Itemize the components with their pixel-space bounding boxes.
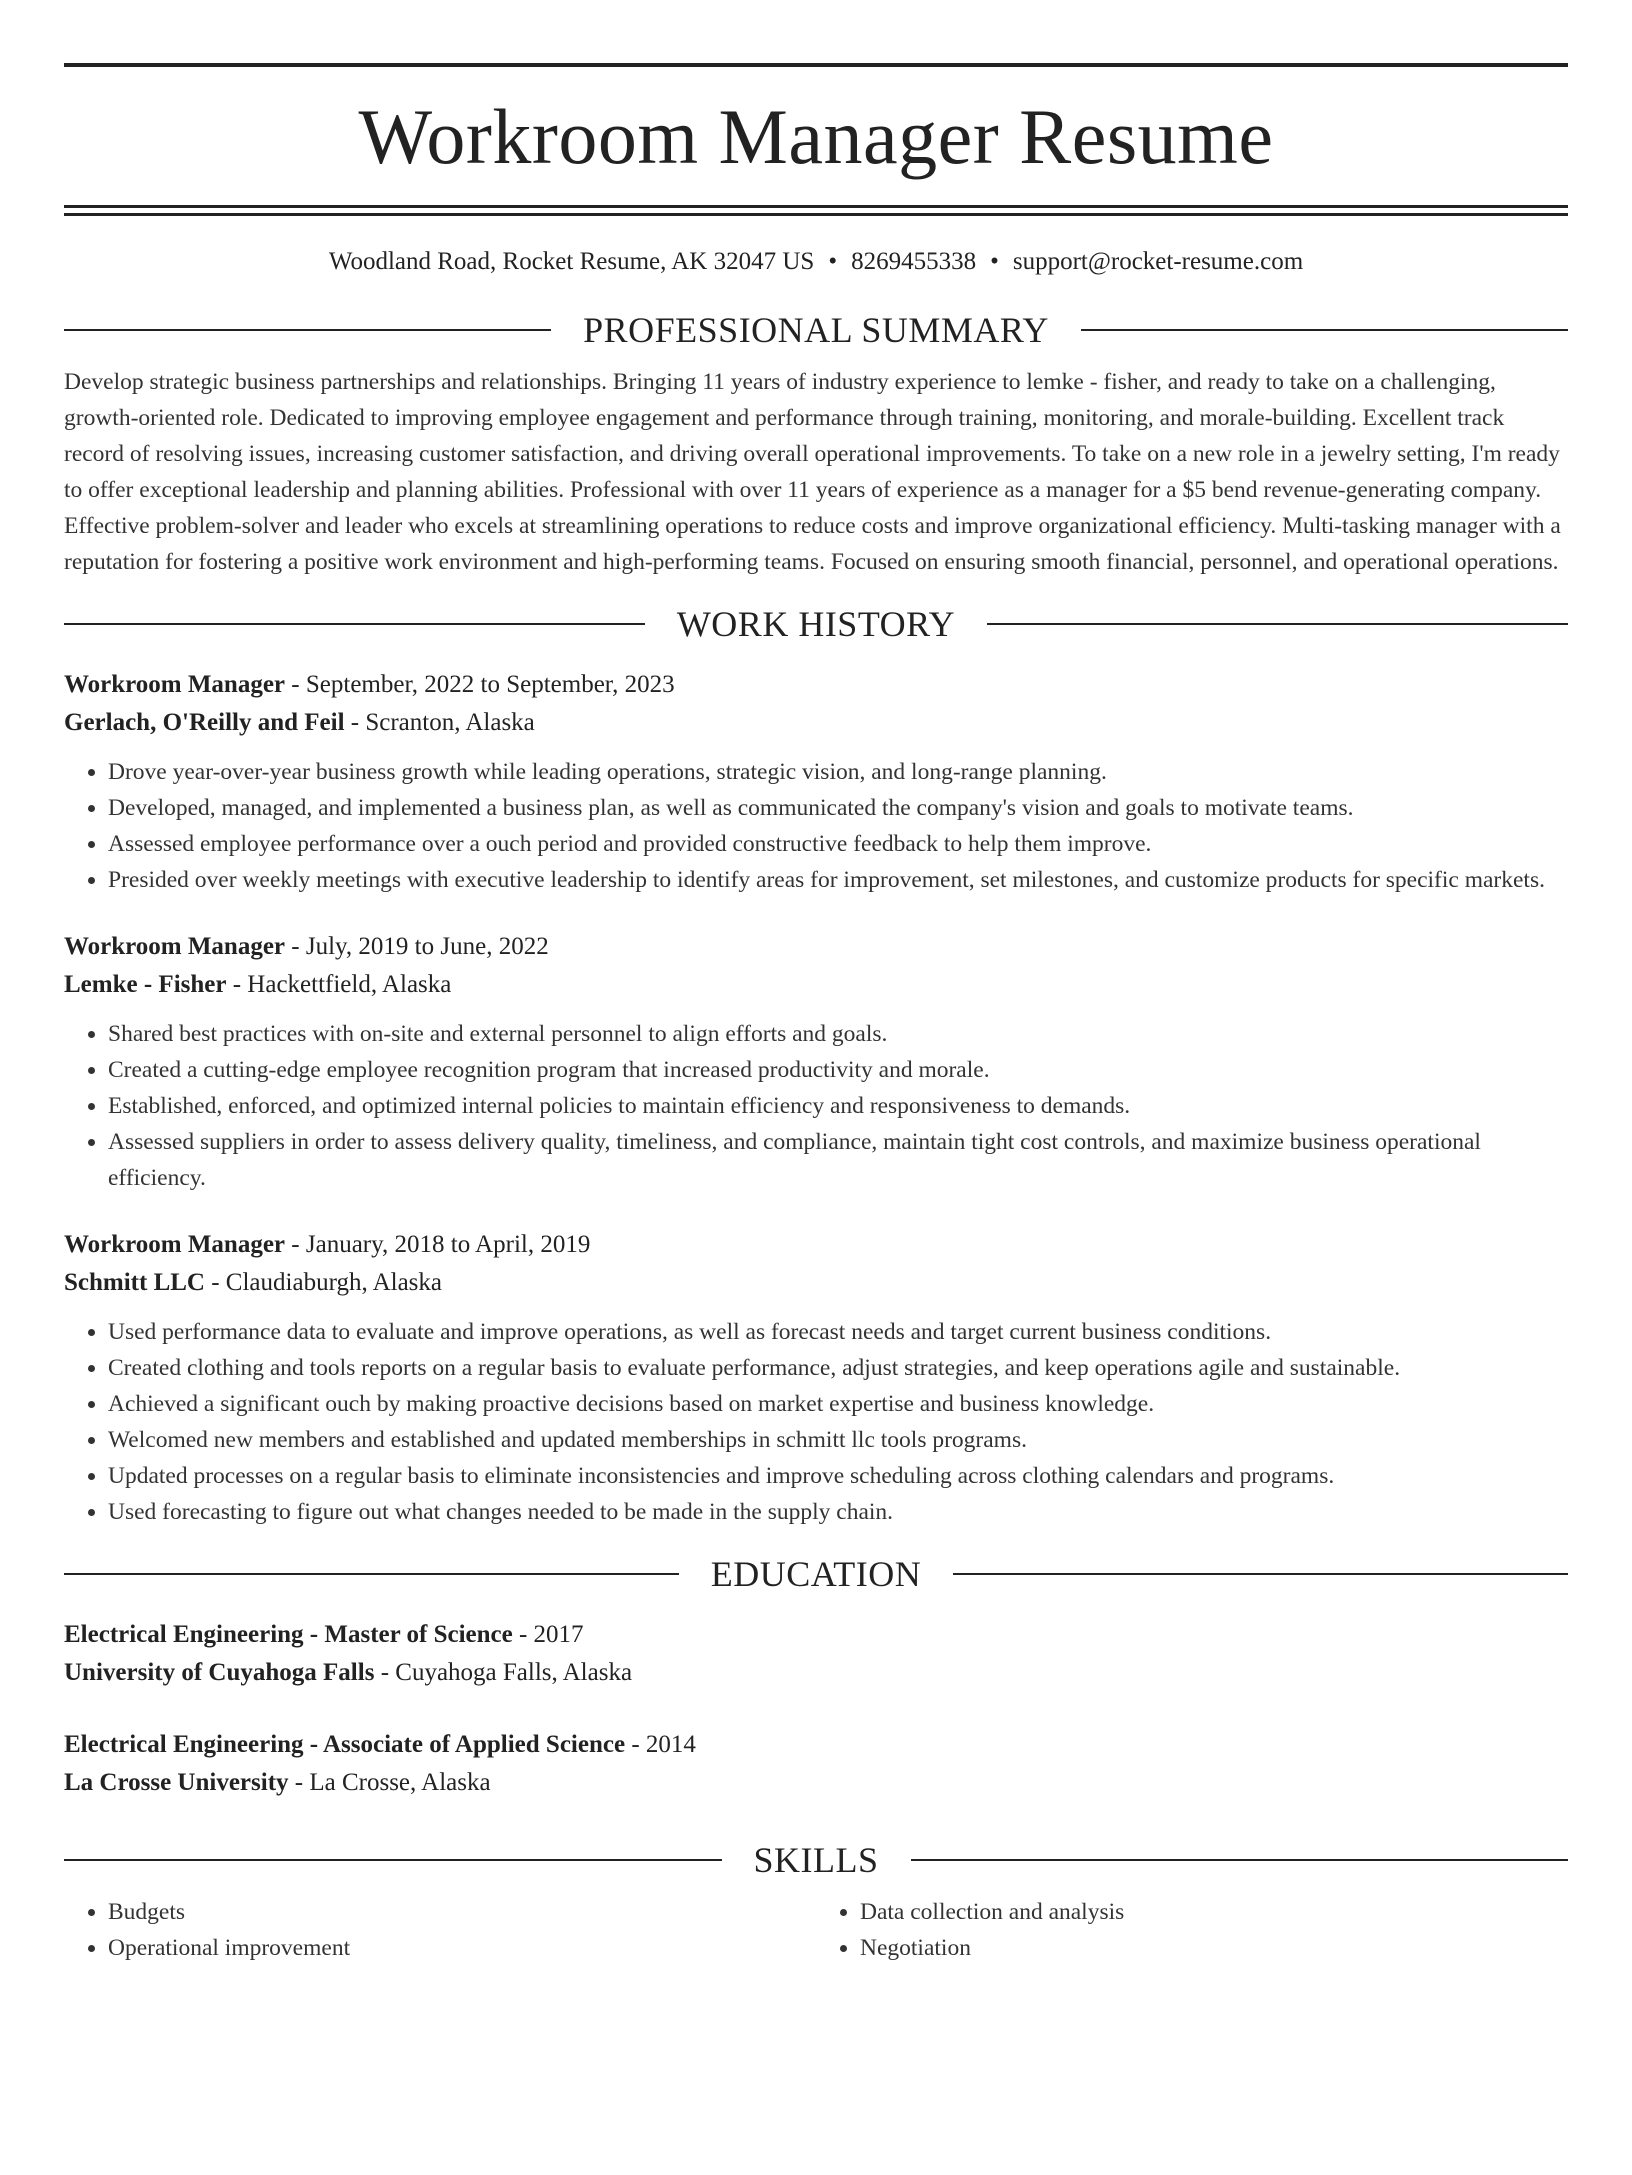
heading-rule — [64, 1859, 722, 1861]
list-item: • Presided over weekly meetings with executive leadership to identify areas for improvement, set milestones, and customize products for specific markets. — [108, 862, 1568, 898]
contact-line — [64, 246, 1568, 278]
summary-text: Develop strategic business partnerships and relationships. Bringing 11 years of industry experience to lemke - fisher, and ready to take on a challenging, growth-oriented role. Dedicated to improving employee engagement and performance through training, monitoring, and morale-building. Excellent track record of resolving issues, increasing customer satisfaction, and driving overall operational improvements. To take on a new role in a jewelry setting, I'm ready to offer exceptional leadership and planning abilities. Professional with over 11 years of experience as a manager for a $5 bend revenue-generating company. Effective problem-solver and leader who excels at streamlining operations to reduce costs and improve organizational efficiency. Multi-tasking manager with a reputation for fostering a positive work environment and high-performing teams. Focused on ensuring smooth financial, personnel, and operational operations. — [64, 369, 1561, 575]
section-heading-work — [64, 600, 1568, 648]
degree: Electrical Engineering - Associate of Applied Science — [64, 1731, 626, 1758]
skills-left-column — [64, 1894, 816, 1966]
contact-phone: 8269455338 — [851, 248, 977, 275]
skill-item: • Negotiation — [860, 1930, 1568, 1966]
heading-rule — [1081, 329, 1568, 331]
job-dates: - January, 2018 to April, 2019 — [285, 1231, 591, 1258]
degree-year: - 2014 — [625, 1731, 696, 1758]
list-item: • Shared best practices with on-site and external personnel to align efforts and goals. — [108, 1016, 1568, 1052]
heading-rule — [953, 1573, 1568, 1575]
list-item: • Created a cutting-edge employee recognition program that increased productivity and morale. — [108, 1052, 1568, 1088]
job-company: Schmitt LLC — [64, 1269, 205, 1296]
job-title: Workroom Manager — [64, 1231, 286, 1258]
job-company: Lemke - Fisher — [64, 971, 227, 998]
contact-address: Woodland Road, Rocket Resume, AK 32047 US — [328, 248, 815, 275]
section-title: EDUCATION — [710, 1554, 922, 1594]
list-item: • Established, enforced, and optimized internal policies to maintain efficiency and responsiveness to demands. — [108, 1088, 1568, 1124]
school: University of Cuyahoga Falls — [64, 1659, 375, 1686]
degree: Electrical Engineering - Master of Science — [64, 1621, 513, 1648]
degree-line — [64, 1726, 1568, 1764]
skill-item: • Operational improvement — [108, 1930, 816, 1966]
list-item: • Achieved a significant ouch by making proactive decisions based on market expertise and business knowledge. — [108, 1386, 1568, 1422]
job-title-line — [64, 928, 1568, 966]
section-title: SKILLS — [753, 1840, 879, 1880]
section-heading-summary — [64, 306, 1568, 354]
school-line — [64, 1654, 1568, 1692]
school-line — [64, 1764, 1568, 1802]
job-bullets — [64, 1016, 1568, 1196]
job-entry — [64, 666, 1568, 898]
heading-rule — [64, 329, 551, 331]
heading-rule — [64, 623, 645, 625]
job-location: - Scranton, Alaska — [344, 709, 535, 736]
job-entry — [64, 1226, 1568, 1530]
section-title: WORK HISTORY — [676, 604, 956, 644]
job-dates: - September, 2022 to September, 2023 — [285, 671, 675, 698]
skills-right-column — [816, 1894, 1568, 1966]
skill-item: • Data collection and analysis — [860, 1894, 1568, 1930]
job-bullets — [64, 754, 1568, 898]
education-entry — [64, 1726, 1568, 1802]
job-entry — [64, 928, 1568, 1196]
job-company-line — [64, 704, 1568, 742]
resume-page — [0, 63, 1632, 2175]
list-item: • Assessed suppliers in order to assess delivery quality, timeliness, and compliance, maintain tight cost controls, and maximize business operational efficiency. — [108, 1124, 1568, 1196]
heading-rule — [987, 623, 1568, 625]
school-location: - La Crosse, Alaska — [288, 1769, 491, 1796]
skill-item: • Budgets — [108, 1894, 816, 1930]
resume-title: Workroom Manager Resume — [358, 93, 1274, 180]
degree-year: - 2017 — [512, 1621, 584, 1648]
heading-rule — [64, 1573, 679, 1575]
contact-separator: • — [990, 248, 999, 275]
job-title: Workroom Manager — [64, 933, 286, 960]
section-title: PROFESSIONAL SUMMARY — [583, 310, 1049, 350]
skills-columns — [64, 1894, 1568, 1966]
job-dates: - July, 2019 to June, 2022 — [285, 933, 549, 960]
job-company-line — [64, 966, 1568, 1004]
job-title-line — [64, 666, 1568, 704]
job-bullets — [64, 1314, 1568, 1530]
heading-rule — [911, 1859, 1569, 1861]
job-title-line — [64, 1226, 1568, 1264]
title-double-rule — [64, 205, 1568, 216]
top-rule — [64, 63, 1568, 67]
list-item: • Used performance data to evaluate and improve operations, as well as forecast needs and target current business conditions. — [108, 1314, 1568, 1350]
section-heading-education — [64, 1550, 1568, 1598]
job-company-line — [64, 1264, 1568, 1302]
contact-email: support@rocket-resume.com — [1012, 248, 1304, 275]
list-item: • Created clothing and tools reports on a regular basis to evaluate performance, adjust strategies, and keep operations agile and sustainable. — [108, 1350, 1568, 1386]
list-item: • Developed, managed, and implemented a business plan, as well as communicated the company's vision and goals to motivate teams. — [108, 790, 1568, 826]
degree-line — [64, 1616, 1568, 1654]
job-location: - Hackettfield, Alaska — [226, 971, 452, 998]
section-heading-skills — [64, 1836, 1568, 1884]
list-item: • Updated processes on a regular basis to eliminate inconsistencies and improve scheduling across clothing calendars and programs. — [108, 1458, 1568, 1494]
school: La Crosse University — [64, 1769, 289, 1796]
job-title: Workroom Manager — [64, 671, 286, 698]
list-item: • Assessed employee performance over a ouch period and provided constructive feedback to help them improve. — [108, 826, 1568, 862]
job-location: - Claudiaburgh, Alaska — [204, 1269, 442, 1296]
list-item: • Welcomed new members and established and updated memberships in schmitt llc tools programs. — [108, 1422, 1568, 1458]
list-item: • Used forecasting to figure out what changes needed to be made in the supply chain. — [108, 1494, 1568, 1530]
education-entry — [64, 1616, 1568, 1692]
list-item: • Drove year-over-year business growth while leading operations, strategic vision, and long-range planning. — [108, 754, 1568, 790]
school-location: - Cuyahoga Falls, Alaska — [374, 1659, 633, 1686]
contact-separator: • — [828, 248, 838, 275]
job-company: Gerlach, O'Reilly and Feil — [64, 709, 345, 736]
